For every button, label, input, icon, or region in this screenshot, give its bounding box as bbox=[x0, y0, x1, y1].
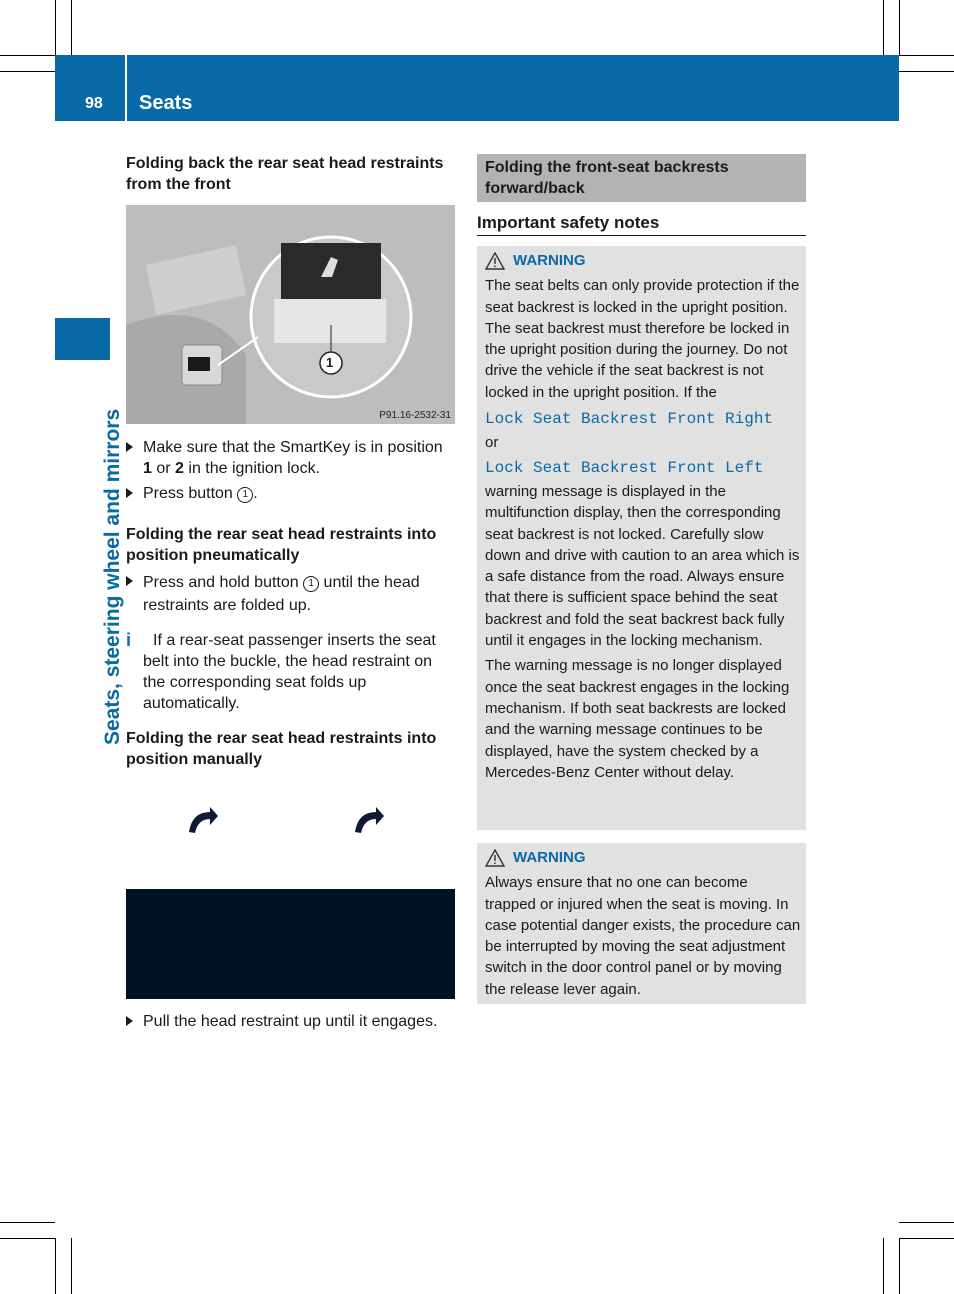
crop-mark bbox=[71, 0, 72, 55]
step-text: in the ignition lock. bbox=[183, 460, 321, 477]
crop-mark bbox=[0, 1238, 55, 1239]
crop-mark bbox=[899, 1222, 954, 1223]
bullet-triangle-icon bbox=[126, 576, 133, 586]
crop-mark bbox=[883, 0, 884, 55]
crop-mark bbox=[899, 0, 900, 55]
display-message: Lock Seat Backrest Front Left bbox=[485, 458, 764, 477]
bullet-triangle-icon bbox=[126, 488, 133, 498]
warning-paragraph: The seat belts can only provide protection if the seat backrest is locked in the upright position. The seat backrest must therefore be locked in the upright position during the journey. Do not drive the vehicle if the seat backrest is not locked in the upright position. If the bbox=[485, 277, 800, 401]
step-text: until the head restraints are folded up. bbox=[143, 574, 420, 614]
step-text: 2 bbox=[175, 460, 184, 477]
section-heading: Folding the rear seat head restraints into position pneumatically bbox=[126, 526, 437, 564]
subheading: Important safety notes bbox=[477, 213, 806, 236]
curved-arrow-icon bbox=[186, 806, 220, 836]
callout-circle: 1 bbox=[303, 576, 319, 592]
info-note bbox=[126, 630, 456, 714]
page-header bbox=[55, 55, 899, 121]
section-title: Folding the front-seat backrests forward/back bbox=[485, 159, 729, 197]
list-item bbox=[126, 571, 456, 617]
display-message: Lock Seat Backrest Front Right bbox=[485, 410, 774, 429]
warning-label: WARNING bbox=[513, 849, 586, 866]
crop-mark bbox=[0, 71, 55, 72]
warning-or: or bbox=[485, 434, 499, 452]
list-item bbox=[126, 437, 456, 479]
section-heading: Folding the rear seat head restraints into position manually bbox=[126, 730, 437, 768]
warning-box-2 bbox=[477, 843, 806, 1004]
crop-mark bbox=[899, 71, 954, 72]
crop-mark bbox=[899, 55, 954, 56]
info-icon: i bbox=[126, 630, 132, 650]
steps-list-2 bbox=[126, 571, 456, 617]
info-paragraph bbox=[126, 630, 456, 714]
crop-mark bbox=[55, 0, 56, 55]
section-title-bar bbox=[477, 154, 806, 202]
head-restraint-button-figure bbox=[126, 205, 455, 424]
warning-header bbox=[485, 250, 801, 271]
crop-mark bbox=[0, 55, 55, 56]
bullet-triangle-icon bbox=[126, 442, 133, 452]
side-tab-label: Seats, steering wheel and mirrors bbox=[101, 408, 124, 745]
side-tab bbox=[55, 318, 110, 360]
crop-mark bbox=[899, 1238, 900, 1294]
warning-paragraph: The warning message is no longer displayed once the seat backrest engages in the locking mechanism. If both seat backrests are locked and the warning message continues to be displayed, have the system checked by a Mercedes-Benz Center without delay. bbox=[485, 657, 790, 781]
figure-callout-number: 1 bbox=[326, 355, 334, 370]
step-text: Pull the head restraint up until it engages. bbox=[143, 1013, 438, 1030]
header-divider bbox=[125, 55, 127, 121]
warning-header bbox=[485, 847, 801, 868]
info-text: If a rear-seat passenger inserts the seat belt into the buckle, the head restraint on the corresponding seat folds up automatically. bbox=[143, 632, 436, 712]
step-text: . bbox=[253, 485, 258, 502]
figure-illustration bbox=[126, 205, 455, 424]
warning-paragraph: Always ensure that no one can become trapped or injured when the seat is moving. In case potential danger exists, the procedure can be interrupted by moving the seat adjustment switch in the door control panel or by moving the release lever again. bbox=[485, 874, 801, 998]
page-number: 98 bbox=[85, 95, 103, 112]
heading-manual bbox=[126, 728, 456, 770]
list-item bbox=[126, 1011, 456, 1032]
warning-paragraph: warning message is displayed in the multifunction display, then the corresponding seat backrest is not locked. Carefully slow down and drive with caution to an area which is a safe distance from the road. Always ensure that there is sufficient space behind the seat backrest and fold the seat backrest back fully until it engages in the locking mechanism. bbox=[485, 482, 800, 650]
step-text: Make sure that the SmartKey is in position bbox=[143, 439, 443, 456]
steps-list-3 bbox=[126, 1011, 456, 1032]
step-text: or bbox=[151, 460, 176, 477]
section-heading: Folding back the rear seat head restraints from the front bbox=[126, 155, 444, 193]
step-text: 1 bbox=[143, 460, 152, 477]
callout-circle: 1 bbox=[237, 487, 253, 503]
crop-mark bbox=[55, 1238, 56, 1294]
warning-box-1 bbox=[477, 246, 806, 830]
dark-illustration-panel bbox=[126, 889, 455, 999]
crop-mark bbox=[71, 1238, 72, 1294]
heading-pneumatic bbox=[126, 524, 456, 566]
warning-triangle-icon bbox=[485, 849, 505, 867]
crop-mark bbox=[899, 1238, 954, 1239]
list-item bbox=[126, 483, 456, 504]
crop-mark bbox=[883, 1238, 884, 1294]
bullet-triangle-icon bbox=[126, 1016, 133, 1026]
warning-label: WARNING bbox=[513, 252, 586, 269]
warning-triangle-icon bbox=[485, 252, 505, 270]
steps-list-1 bbox=[126, 437, 456, 504]
step-text: Press button bbox=[143, 485, 238, 502]
crop-mark bbox=[0, 1222, 55, 1223]
step-text: Press and hold button bbox=[143, 574, 304, 591]
curved-arrow-icon bbox=[352, 806, 386, 836]
figure-code: P91.16-2532-31 bbox=[379, 410, 451, 421]
heading-fold-back bbox=[126, 153, 456, 195]
page-title: Seats bbox=[139, 92, 193, 114]
